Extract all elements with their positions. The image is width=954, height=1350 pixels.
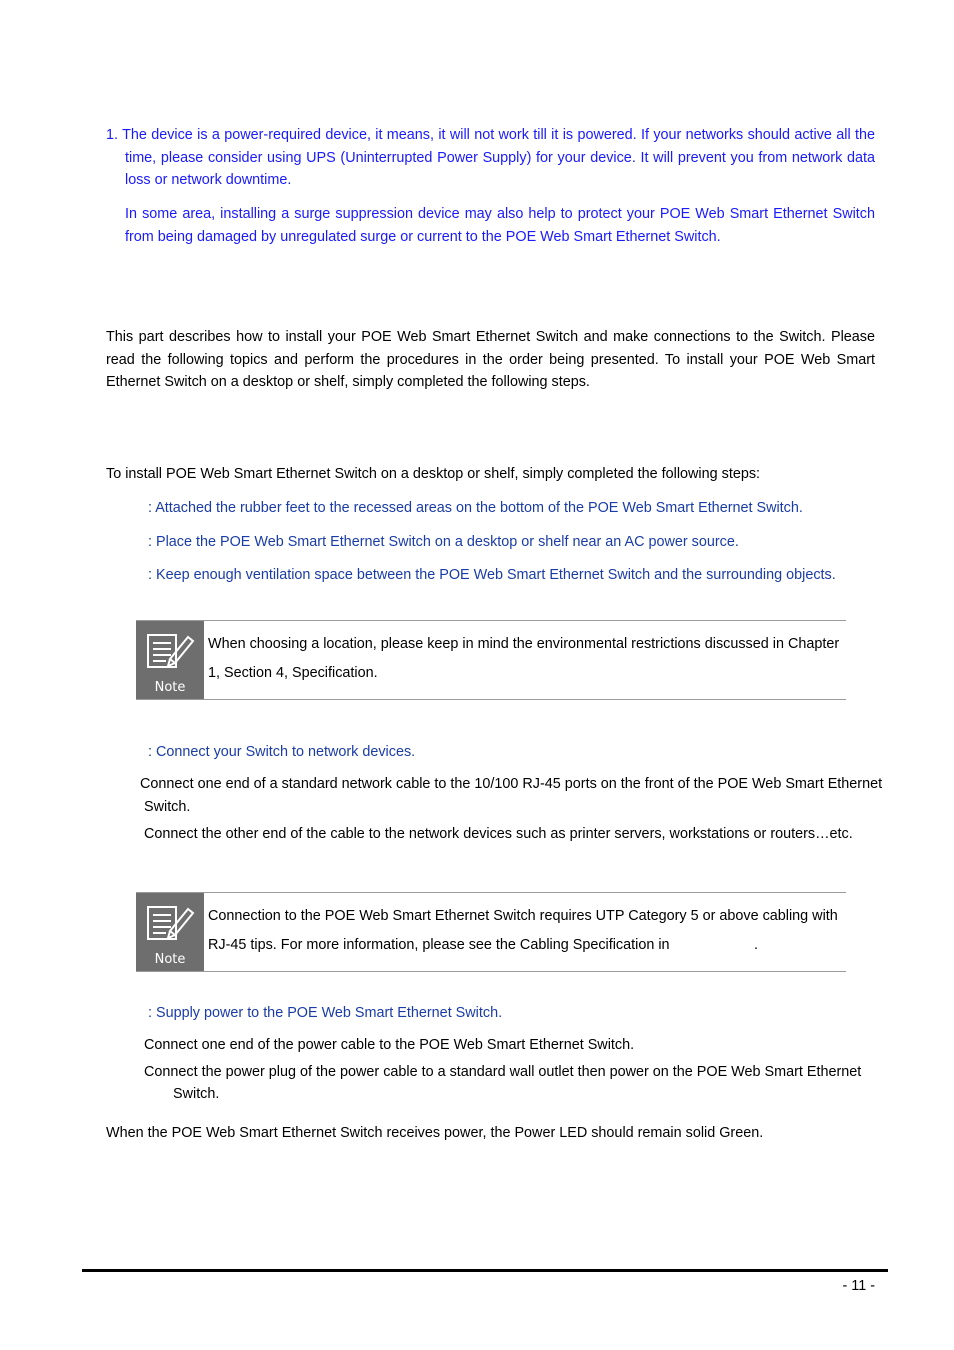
step4-line-1: Connect one end of a standard network cable to the 10/100 RJ-45 ports on the front of the POE Web Smart Ethernet (140, 776, 883, 792)
desktop-step-1: : Attached the rubber feet to the recessed areas on the bottom of the POE Web Smart Ethernet Switch. (148, 500, 803, 516)
note-icon (136, 893, 204, 971)
note-text-line-1: Connection to the POE Web Smart Ethernet Switch requires UTP Category 5 or above cabling with (208, 908, 838, 924)
step4-line-2: Connect the other end of the cable to the network devices such as printer servers, workstations or routers…etc. (144, 826, 853, 842)
desktop-step-2: : Place the POE Web Smart Ethernet Switch on a desktop or shelf near an AC power source. (148, 534, 739, 550)
step5-line-2: Connect the power plug of the power cable to a standard wall outlet then power on the POE Web Smart Ethernet (144, 1064, 862, 1080)
note-label: Note (154, 952, 186, 967)
step5-line-1: Connect one end of the power cable to the POE Web Smart Ethernet Switch. (144, 1037, 635, 1053)
step4-line-1-continued: Switch. (144, 799, 191, 815)
note-box-cabling (136, 892, 846, 972)
note-icon (136, 621, 204, 699)
note-text-line-2-main: RJ-45 tips. For more information, please see the Cabling Specification in (208, 937, 670, 953)
note-text-line-2 (208, 931, 846, 960)
step4-heading: : Connect your Switch to network devices. (148, 744, 416, 760)
note-text: When choosing a location, please keep in mind the environmental restrictions discussed in Chapter 1, Section 4, Specification. (208, 636, 840, 681)
desktop-step-3: : Keep enough ventilation space between the POE Web Smart Ethernet Switch and the surrounding objects. (148, 567, 836, 583)
footer-rule (82, 1269, 888, 1272)
power-led-statement: When the POE Web Smart Ethernet Switch receives power, the Power LED should remain solid Green. (106, 1125, 764, 1141)
note-label: Note (154, 680, 186, 695)
note-text-line-2-end: . (754, 937, 758, 953)
notice-item-2: In some area, installing a surge suppression device may also help to protect your POE Web Smart Ethernet Switch from being damaged by unregulated surge or current to the POE Web Smart Ethernet Switch. (125, 206, 875, 245)
note-box-location (136, 620, 846, 700)
desktop-intro: To install POE Web Smart Ethernet Switch on a desktop or shelf, simply completed the following steps: (106, 466, 761, 482)
step5-line-2-continued: Switch. (173, 1086, 220, 1102)
step5-heading: : Supply power to the POE Web Smart Ethernet Switch. (148, 1005, 503, 1021)
notice-item-1: 1. The device is a power-required device, it means, it will not work till it is powered. If your networks should active all the time, please consider using UPS (Uninterrupted Power Supply) for your device. It will prevent you from network data loss or network downtime. (106, 127, 875, 188)
page-number: - 11 - (842, 1278, 875, 1294)
install-intro-paragraph: This part describes how to install your POE Web Smart Ethernet Switch and make connections to the Switch. Please read the following topics and perform the procedures in the order being presented. To install your POE Web Smart Ethernet Switch on a desktop or shelf, simply completed the following steps. (106, 329, 875, 390)
note-text (208, 902, 846, 960)
